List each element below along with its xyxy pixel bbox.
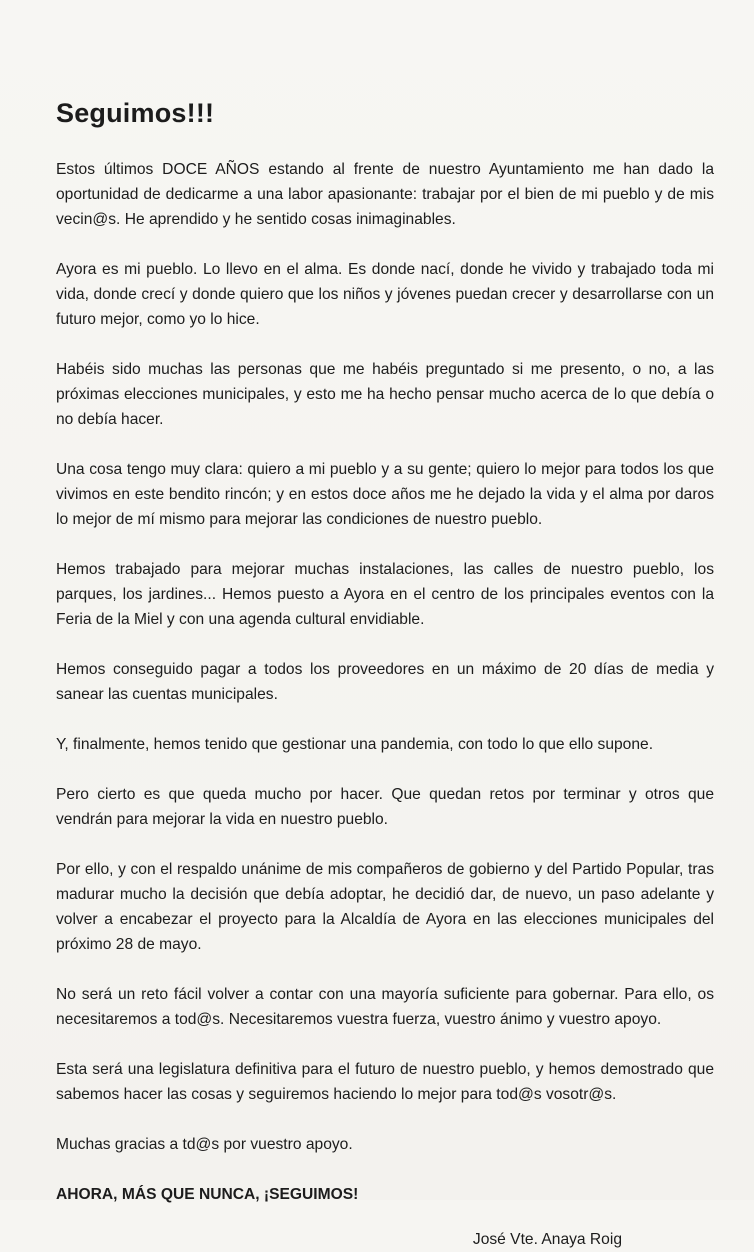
paragraph-12: Muchas gracias a td@s por vuestro apoyo.: [56, 1136, 353, 1153]
paragraph-10: No será un reto fácil volver a contar con una mayoría suficiente para gobernar. Para ello, os necesitaremos a tod@s. Necesitaremos vuestra fuerza, vuestro ánimo y vuestro apoyo.: [56, 986, 714, 1028]
paragraph-2: Ayora es mi pueblo. Lo llevo en el alma. Es donde nací, donde he vivido y trabajado toda mi vida, donde crecí y donde quiero que los niños y jóvenes puedan crecer y desarrollarse con un futuro mejor, como yo lo hice.: [56, 261, 714, 328]
paragraph-8: Pero cierto es que queda mucho por hacer. Que quedan retos por terminar y otros que vendrán para mejorar la vida en nuestro pueblo.: [56, 786, 714, 828]
letter-title: Seguimos!!!: [56, 98, 215, 128]
paragraph-7: Y, finalmente, hemos tenido que gestionar una pandemia, con todo lo que ello supone.: [56, 736, 654, 753]
paragraph-3: Habéis sido muchas las personas que me habéis preguntado si me presento, o no, a las próximas elecciones municipales, y esto me ha hecho pensar mucho acerca de lo que debía o no debía hacer.: [56, 361, 714, 428]
paragraph-5: Hemos trabajado para mejorar muchas instalaciones, las calles de nuestro pueblo, los parques, los jardines... Hemos puesto a Ayora en el centro de los principales eventos con la Feria de la Miel y con una agenda cultural envidiable.: [56, 561, 714, 628]
paragraph-11: Esta será una legislatura definitiva para el futuro de nuestro pueblo, y hemos demostrado que sabemos hacer las cosas y seguiremos haciendo lo mejor para tod@s vosotr@s.: [56, 1061, 714, 1103]
signature: José Vte. Anaya Roig: [472, 1231, 622, 1248]
paragraph-9: Por ello, y con el respaldo unánime de mis compañeros de gobierno y del Partido Popular, tras madurar mucho la decisión que debía adoptar, he decidió dar, de nuevo, un paso adelante y volver a encabezar el proyecto para la Alcaldía de Ayora en las elecciones municipales del próximo 28 de mayo.: [56, 861, 714, 953]
closing-slogan: AHORA, MÁS QUE NUNCA, ¡SEGUIMOS!: [56, 1186, 359, 1203]
paragraph-1: Estos últimos DOCE AÑOS estando al frente de nuestro Ayuntamiento me han dado la oportunidad de dedicarme a una labor apasionante: trabajar por el bien de mi pueblo y de mis vecin@s. He aprendido y he sentido cosas inimaginables.: [56, 161, 714, 228]
paragraph-4: Una cosa tengo muy clara: quiero a mi pueblo y a su gente; quiero lo mejor para todos los que vivimos en este bendito rincón; y en estos doce años me he dejado la vida y el alma por daros lo mejor de mí mismo para mejorar las condiciones de nuestro pueblo.: [56, 461, 714, 528]
paragraph-6: Hemos conseguido pagar a todos los proveedores en un máximo de 20 días de media y sanear las cuentas municipales.: [56, 661, 714, 703]
